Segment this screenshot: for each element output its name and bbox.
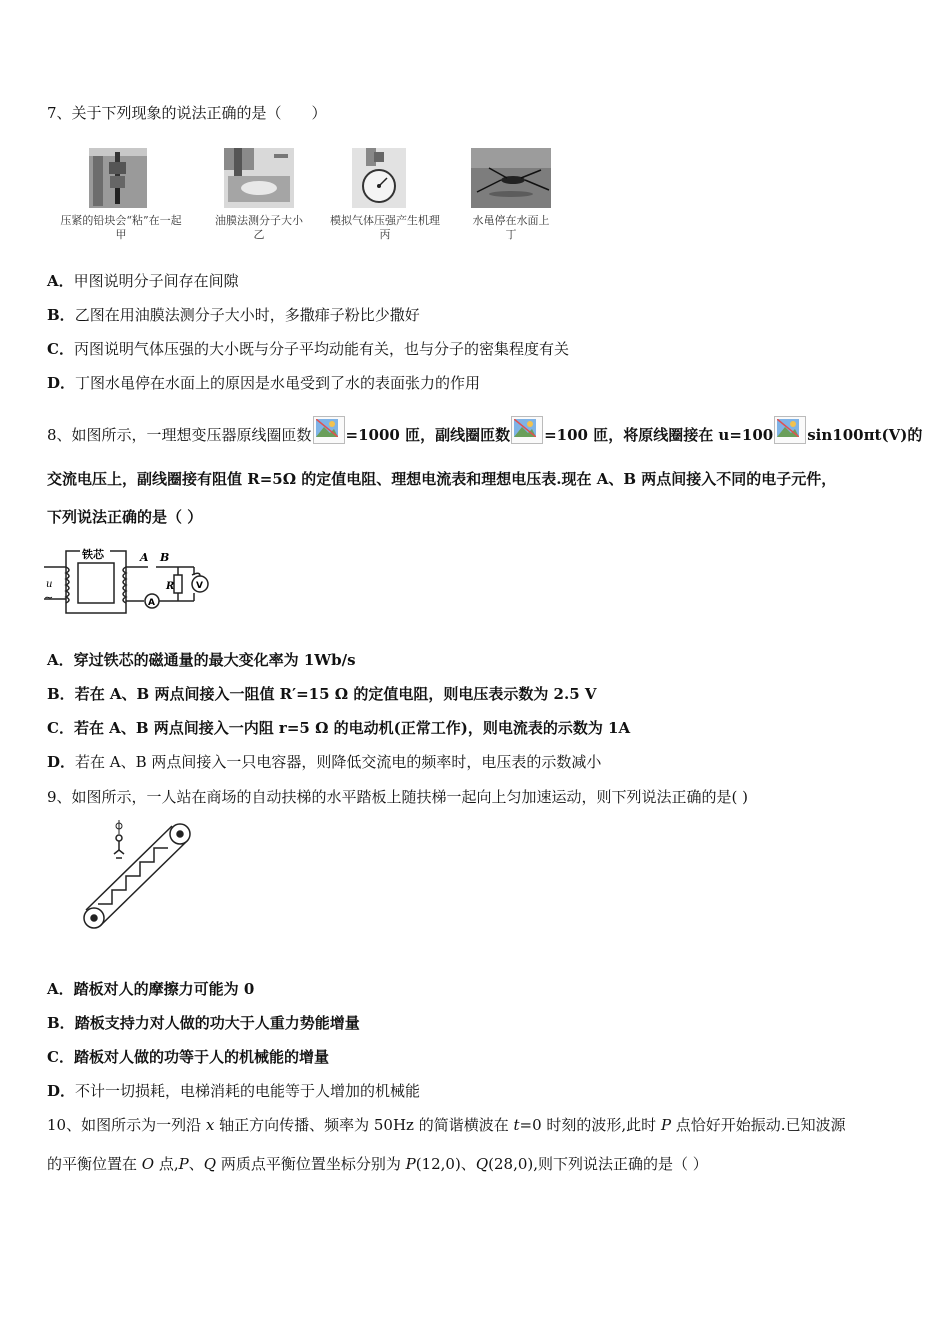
caption-jia: 压紧的铅块会“粘”在一起 甲	[60, 214, 182, 241]
q10-line-1: 10、如图所示为一列沿 x 轴正方向传播、频率为 50Hz 的简谐横波在 t=0 时刻的波形,此时 P 点恰好开始振动.已知波源	[47, 1116, 846, 1134]
ammeter-label: A	[148, 598, 155, 608]
q8-option-d: D．若在 A、B 两点间接入一只电容器，则降低交流电的频率时，电压表的示数减小	[47, 753, 602, 771]
q7-stem: 7、关于下列现象的说法正确的是（ ）	[47, 104, 327, 122]
q8-option-b: B．若在 A、B 两点间接入一阻值 R′=15 Ω 的定值电阻，则电压表示数为 2.5 V	[47, 685, 597, 703]
resistor-r-label: R	[166, 581, 175, 592]
caption-yi: 油膜法测分子大小 乙	[215, 214, 303, 241]
voltmeter-label: V	[196, 581, 203, 591]
q7-figure-row	[47, 148, 567, 248]
q8-line-1: 8、如图所示，一理想变压器原线圈匝数 =1000 匝，副线圈匝数 =100 匝，将原线圈接在 u=100 sin100πt(V)的	[47, 416, 922, 445]
q7-option-d: D．丁图水黾停在水面上的原因是水黾受到了水的表面张力的作用	[47, 374, 481, 392]
ac-symbol: ∼	[44, 591, 54, 604]
q9-option-c: C．踏板对人做的功等于人的机械能的增量	[47, 1048, 329, 1066]
q7-option-b: B．乙图在用油膜法测分子大小时，多撒痱子粉比少撒好	[47, 306, 420, 324]
oil-film-photo	[224, 148, 304, 208]
q9-option-d: D．不计一切损耗，电梯消耗的电能等于人增加的机械能	[47, 1082, 421, 1100]
q9-option-b: B．踏板支持力对人做的功大于人重力势能增量	[47, 1014, 360, 1032]
water-strider-photo	[471, 148, 551, 208]
q7-option-a: A．甲图说明分子间存在间隙	[47, 272, 239, 290]
caption-bing: 模拟气体压强产生机理 丙	[330, 214, 440, 241]
q8-option-a: A．穿过铁芯的磁通量的最大变化率为 1Wb/s	[47, 651, 356, 669]
broken-image-icon	[774, 416, 806, 444]
lead-blocks-photo	[89, 148, 169, 208]
q8-line-3: 下列说法正确的是（ ）	[47, 508, 203, 526]
transformer-circuit-diagram	[44, 545, 216, 627]
voltage-u-label: u	[46, 579, 53, 590]
q8-line-2: 交流电压上，副线圈接有阻值 R=5Ω 的定值电阻、理想电流表和理想电压表.现在 A、B 两点间接入不同的电子元件，	[47, 470, 837, 488]
q9-option-a: A．踏板对人的摩擦力可能为 0	[47, 980, 255, 998]
caption-ding: 水黾停在水面上 丁	[472, 214, 550, 241]
gas-pressure-photo	[352, 148, 432, 208]
broken-image-icon	[313, 416, 345, 444]
q9-stem: 9、如图所示，一人站在商场的自动扶梯的水平踏板上随扶梯一起向上匀加速运动，则下列说法正确的是( )	[47, 788, 749, 806]
q10-line-2: 的平衡位置在 O 点,P、Q 两质点平衡位置坐标分别为 P(12,0)、Q(28,0),则下列说法正确的是（ ）	[47, 1155, 708, 1173]
q7-option-c: C．丙图说明气体压强的大小既与分子平均动能有关，也与分子的密集程度有关	[47, 340, 569, 358]
q8-option-c: C．若在 A、B 两点间接入一内阻 r=5 Ω 的电动机(正常工作)，则电流表的示数为 1A	[47, 719, 631, 737]
escalator-diagram	[78, 810, 196, 934]
point-b-label: B	[160, 551, 170, 564]
broken-image-icon	[511, 416, 543, 444]
core-label: 铁芯	[82, 548, 104, 561]
point-a-label: A	[140, 551, 149, 564]
